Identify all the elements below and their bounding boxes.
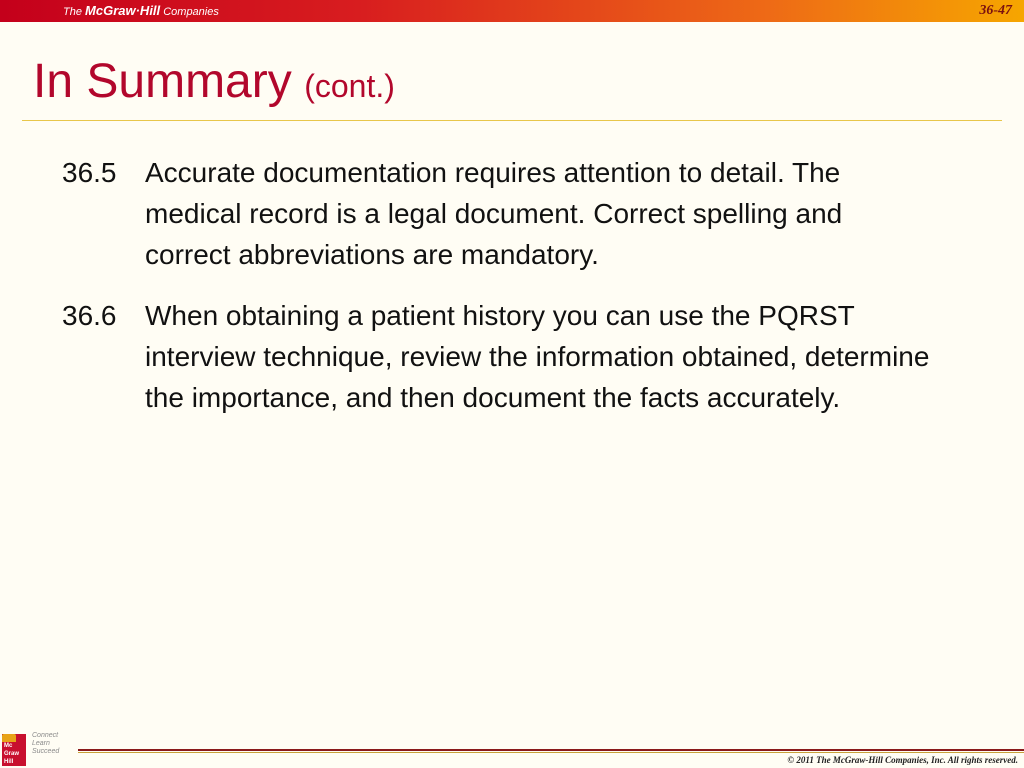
slide-title [33, 52, 395, 123]
logo-line: Graw [4, 751, 20, 757]
logo-line: Hill [4, 759, 14, 765]
brand-name: McGraw·Hill [85, 3, 161, 18]
logo-line: Mc [4, 743, 13, 749]
summary-item [62, 295, 962, 418]
item-text: When obtaining a patient history you can use the PQRST interview technique, review the information obtained, determine the importance, and then document the facts accurately. [145, 300, 930, 413]
tagline [32, 732, 59, 756]
title-sub: (cont.) [304, 68, 395, 104]
copyright: © 2011 The McGraw-Hill Companies, Inc. All rights reserved. [787, 755, 1018, 765]
item-number: 36.6 [62, 300, 117, 331]
footer-divider-accent [78, 752, 1024, 753]
brand-logo [63, 3, 219, 20]
header-bar [0, 0, 1024, 22]
item-text: Accurate documentation requires attention to detail. The medical record is a legal document. Correct spelling and correct abbreviations are mandatory. [145, 157, 843, 270]
item-number: 36.5 [62, 157, 117, 188]
logo-mark-icon [2, 734, 16, 742]
tagline-line: Succeed [32, 748, 60, 755]
brand-prefix: The [63, 6, 82, 18]
summary-list [62, 152, 962, 438]
brand-suffix: Companies [163, 6, 219, 18]
title-main: In Summary [33, 55, 292, 108]
footer-divider [78, 749, 1024, 751]
slide-number: 36-47 [979, 3, 1012, 18]
title-divider [22, 120, 1002, 121]
tagline-line: Connect [32, 732, 59, 739]
mcgraw-hill-logo [0, 728, 80, 768]
logo-box [2, 734, 26, 766]
summary-item [62, 152, 962, 275]
tagline-line: Learn [32, 740, 50, 747]
